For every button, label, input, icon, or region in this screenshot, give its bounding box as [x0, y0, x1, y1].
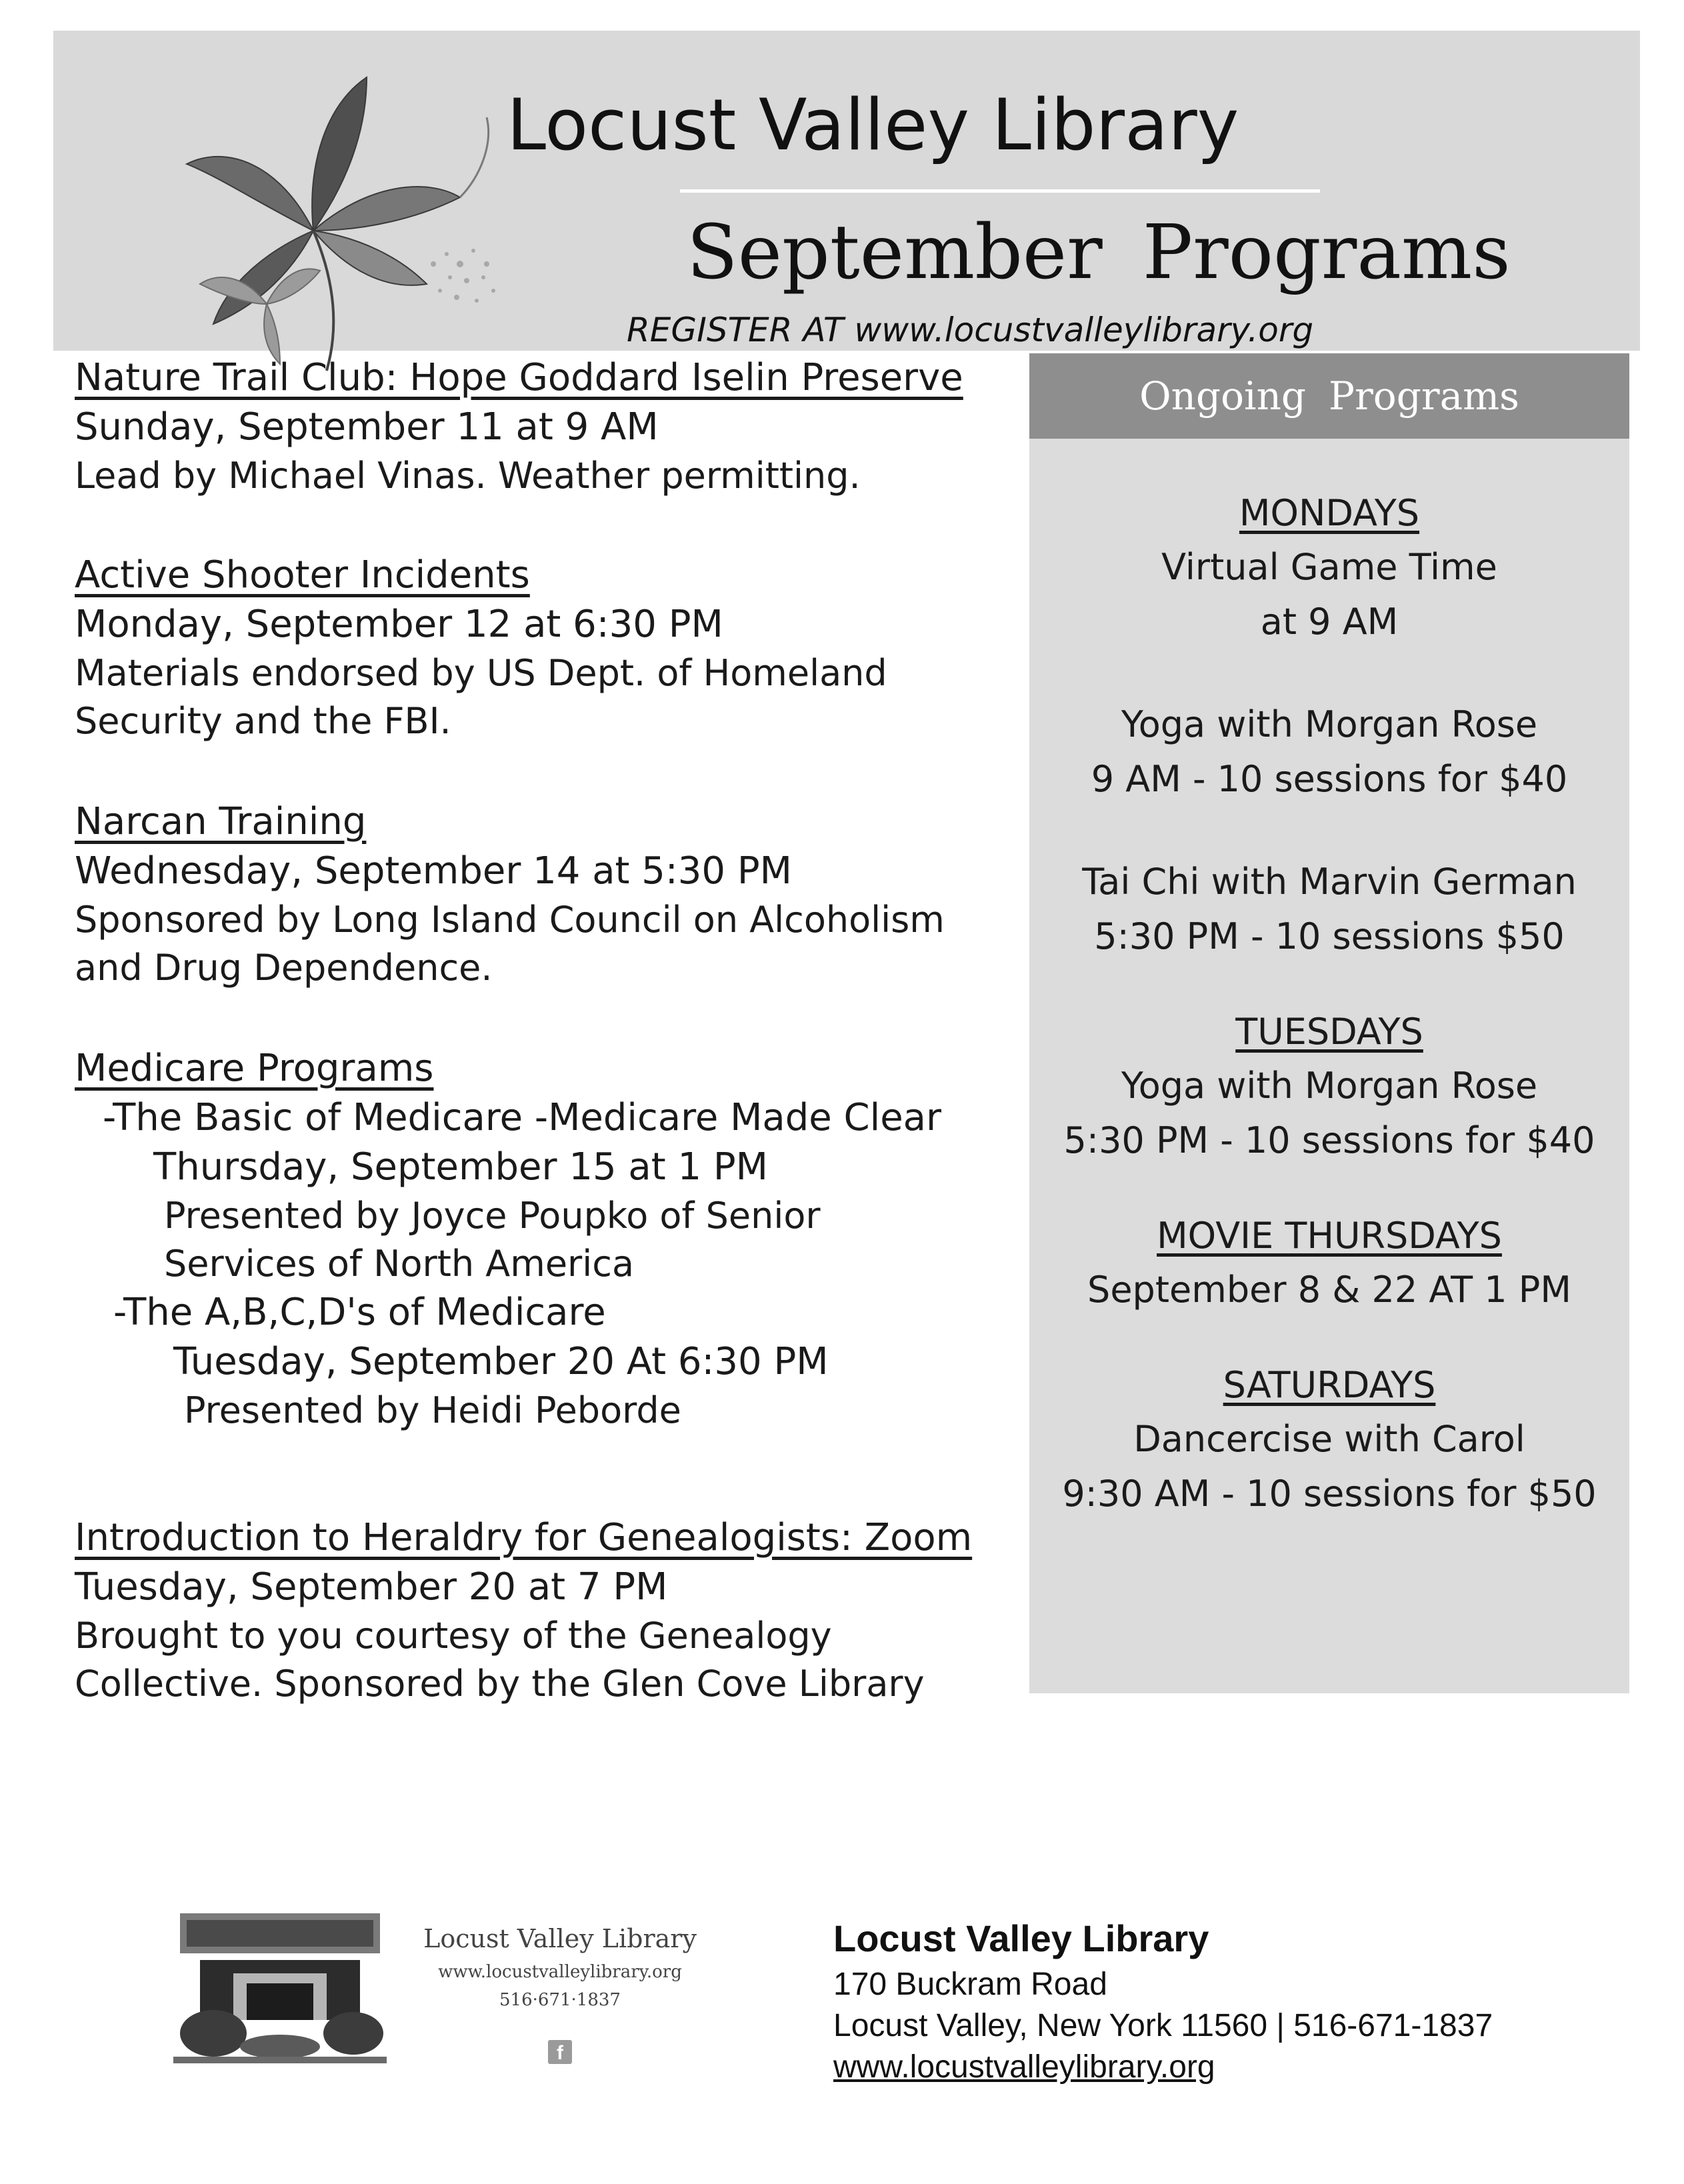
event-item: [75, 551, 887, 745]
program-line: September 8 & 22 AT 1 PM: [1087, 1269, 1571, 1311]
program-line: 9 AM - 10 sessions for $40: [1091, 758, 1568, 800]
day-heading: SATURDAYS: [1223, 1364, 1436, 1406]
program-item: [1029, 1263, 1629, 1317]
title-divider: [680, 189, 1320, 193]
event-datetime: Wednesday, September 14 at 5:30 PM: [75, 849, 792, 893]
program-line: Yoga with Morgan Rose: [1121, 703, 1538, 745]
event-item: [75, 1044, 941, 1435]
ongoing-days: [1029, 487, 1629, 1563]
event-description: Brought to you courtesy of the Genealogy: [75, 1615, 832, 1657]
program-line: Dancercise with Carol: [1133, 1418, 1525, 1460]
program-item: [1029, 540, 1629, 649]
session-item: [103, 1093, 941, 1288]
day-block: [1029, 1209, 1629, 1317]
event-description: Collective. Sponsored by the Glen Cove Library: [75, 1663, 925, 1705]
day-heading: TUESDAYS: [1235, 1011, 1423, 1053]
event-description: Security and the FBI.: [75, 700, 451, 742]
session-title: -The Basic of Medicare -Medicare Made Clear: [103, 1096, 942, 1139]
event-datetime: Monday, September 12 at 6:30 PM: [75, 603, 723, 646]
day-heading: MONDAYS: [1239, 492, 1420, 534]
library-name: Locust Valley Library: [833, 1917, 1209, 1959]
program-item: [1029, 1412, 1629, 1521]
logo-phone: 516·671·1837: [499, 1990, 621, 2010]
page-subtitle: [687, 209, 1511, 296]
day-block: [1029, 1005, 1629, 1168]
event-item: [75, 353, 963, 500]
program-line: Yoga with Morgan Rose: [1121, 1065, 1538, 1107]
program-item: [1029, 1059, 1629, 1168]
subtitle-word: September: [687, 209, 1103, 296]
event-description: Materials endorsed by US Dept. of Homeland: [75, 652, 887, 694]
program-line: 9:30 AM - 10 sessions for $50: [1062, 1473, 1597, 1515]
ongoing-programs-panel: [1029, 353, 1629, 1693]
ongoing-programs-heading: [1029, 353, 1629, 439]
event-title: Introduction to Heraldry for Genealogists: Zoom: [75, 1516, 973, 1559]
event-item: [75, 1513, 972, 1708]
program-line: Tai Chi with Marvin German: [1082, 861, 1577, 903]
header-banner: [53, 31, 1640, 351]
session-item: [113, 1288, 941, 1435]
subtitle-word: Programs: [1142, 209, 1511, 296]
program-line: 5:30 PM - 10 sessions for $40: [1063, 1119, 1595, 1161]
register-line: REGISTER AT www.locustvalleylibrary.org: [627, 311, 1314, 349]
day-block: [1029, 1359, 1629, 1521]
heading-word: Programs: [1329, 373, 1519, 419]
day-heading: MOVIE THURSDAYS: [1157, 1215, 1502, 1257]
event-description: Lead by Michael Vinas. Weather permitting.: [75, 455, 861, 497]
day-block: [1029, 487, 1629, 964]
event-description: and Drug Dependence.: [75, 947, 493, 989]
library-interior-photo: [160, 1887, 400, 2073]
logo-url: www.locustvalleylibrary.org: [438, 1962, 682, 1982]
session-description: Presented by Joyce Poupko of Senior: [164, 1195, 821, 1237]
session-description: Services of North America: [164, 1243, 635, 1285]
session-title: -The A,B,C,D's of Medicare: [113, 1291, 606, 1334]
program-item: [1029, 697, 1629, 807]
session-datetime: Tuesday, September 20 At 6:30 PM: [173, 1340, 829, 1383]
program-line: Virtual Game Time: [1161, 546, 1497, 588]
event-title: Nature Trail Club: Hope Goddard Iselin Preserve: [75, 356, 963, 399]
address-city-phone: Locust Valley, New York 11560 | 516-671-1837: [833, 2008, 1493, 2043]
facebook-icon[interactable]: f: [548, 2040, 572, 2064]
heading-word: Ongoing: [1139, 373, 1307, 419]
event-description: Sponsored by Long Island Council on Alcoholism: [75, 899, 945, 941]
address-street: 170 Buckram Road: [833, 1967, 1107, 2002]
event-title: Medicare Programs: [75, 1047, 434, 1090]
program-item: [1029, 855, 1629, 964]
program-line: at 9 AM: [1260, 601, 1399, 643]
event-title: Narcan Training: [75, 800, 367, 843]
event-datetime: Tuesday, September 20 at 7 PM: [75, 1565, 668, 1609]
logo-name: Locust Valley Library: [423, 1924, 697, 1953]
event-item: [75, 797, 945, 992]
event-datetime: Sunday, September 11 at 9 AM: [75, 405, 659, 449]
library-address-block: [833, 1913, 1493, 2088]
library-logo-text: [413, 1920, 707, 2064]
session-datetime: Thursday, September 15 at 1 PM: [153, 1145, 768, 1189]
autumn-leaves-illustration: [147, 64, 520, 377]
event-title: Active Shooter Incidents: [75, 553, 530, 597]
website-link[interactable]: www.locustvalleylibrary.org: [833, 2049, 1215, 2085]
page-title: Locust Valley Library: [507, 84, 1239, 166]
program-line: 5:30 PM - 10 sessions $50: [1094, 915, 1565, 957]
session-description: Presented by Heidi Peborde: [184, 1389, 681, 1431]
